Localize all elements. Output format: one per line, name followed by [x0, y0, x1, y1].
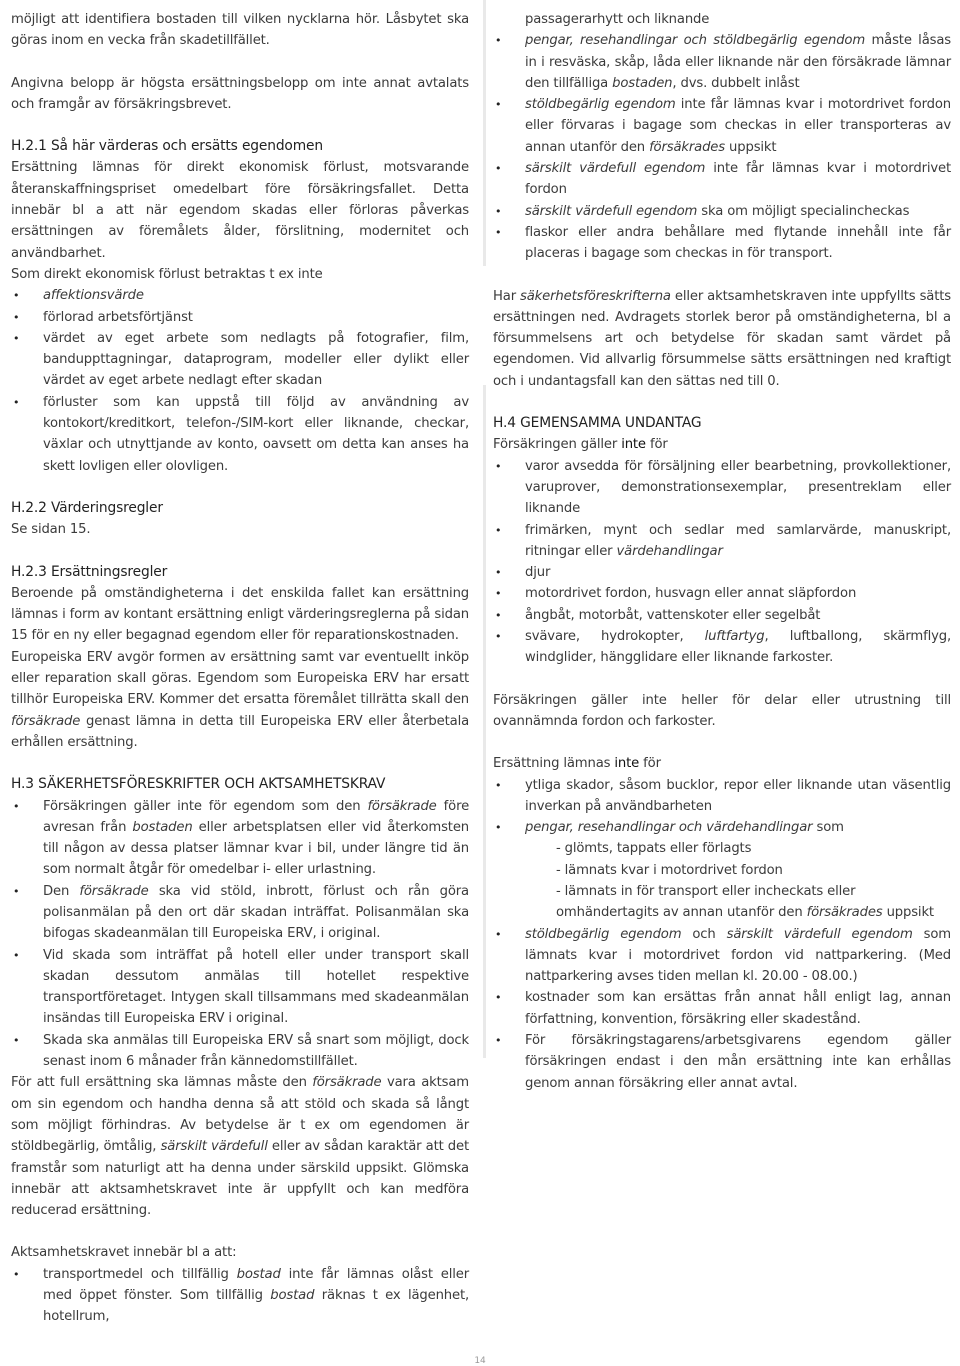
section-heading-h4: H.4 GEMENSAMMA UNDANTAG [493, 415, 702, 432]
left-column [11, 0, 469, 1328]
h23-paragraph-2: Europeiska ERV avgör formen av ersättning samt var eventuellt inköp eller reparation skall göras. Egendom som Europeiska ERV har ersatt tillhör Europeiska ERV. Kommer det ersatta föremålet tillrätta skall den försäkrade genast lämna in detta till Europeiska ERV eller återbetala erhållen ersättning. [11, 649, 470, 750]
list-item: • Den försäkrade ska vid stöld, inbrott, förlust och rån göra polisanmälan på den ort där skadan inträffat. Polisanmälan ska bifogas skadeanmälan till Europeiska ERV, i original. [11, 881, 469, 945]
h4-intro: Försäkringen gäller inte för [493, 437, 668, 453]
list-item: • Försäkringen gäller inte för egendom som den försäkrade före avresan från bostaden eller arbetsplatsen eller vid återkomsten till någon av dessa platser lämnar kvar i bil, under längre tid än som normalt åtgår för omedelbar i- eller urlastning. [11, 796, 469, 881]
intro-paragraph: möjligt att identifiera bostaden till vilken nycklarna hör. Låsbytet ska göras inom en vecka från skadetillfället. [11, 12, 469, 49]
sub-item: - lämnats kvar i motordrivet fordon [556, 862, 783, 878]
list-item: • särskilt värdefull egendom ska om möjligt specialincheckas [493, 201, 951, 222]
list-item: • Vid skada som inträffat på hotell eller under transport skall skadan dessutom anmälas till hotellet respektive transportföretaget. Intygen skall tillsammans med skadeanmälan insändas till Europeiska ERV i original. [11, 945, 469, 1030]
list-item: • särskilt värdefull egendom inte får lämnas kvar i motordrivet fordon [493, 158, 951, 201]
sub-item: - lämnats in för transport eller incheckats eller omhändertagits av annan utanför den försäkrades uppsikt [556, 883, 934, 921]
list-item: • pengar, resehandlingar och värdehandlingar som [493, 817, 951, 838]
section-heading-h22: H.2.2 Värderingsregler [11, 499, 163, 516]
right-column [493, 0, 951, 1094]
h4-paragraph: Försäkringen gäller inte heller för delar eller utrustning till ovannämnda fordon och farkoster. [493, 692, 951, 729]
list-item: • kostnader som kan ersättas från annat håll enligt lag, annan författning, konvention, försäkring eller skadestånd. [493, 987, 951, 1030]
h21-list [11, 285, 469, 477]
h23-paragraph: Beroende på omständigheterna i det enskilda fallet kan ersättning lämnas i form av kontant ersättning enligt värderingsreglerna på sidan 15 för en ny eller begagnad egendom eller för reparationskostnaden. [11, 585, 469, 644]
list-item: • frimärken, mynt och sedlar med samlarvärde, manuskript, ritningar eller värdehandlingar [493, 520, 951, 563]
h4-compensation-list-2 [493, 924, 951, 1094]
h22-text: Se sidan 15. [11, 522, 91, 538]
list-item: • värdet av eget arbete som nedlagts på fotografier, film, banduppttagningar, dataprogram, modeller eller dylikt eller värdet av eget arbete nedlagt efter skadan [11, 328, 469, 392]
list-item: • svävare, hydrokopter, luftfartyg, luftballong, skärmflyg, windglider, hängglidare eller liknande farkoster. [493, 626, 951, 669]
sub-list [493, 838, 951, 923]
h3-paragraph-2: Aktsamhetskravet innebär bl a att: [11, 1245, 237, 1261]
list-item: • flaskor eller andra behållare med flytande innehåll inte får placeras i bagage som checkas in för transport. [493, 222, 951, 265]
column-divider-bottom [483, 385, 486, 1058]
list-item: • stöldbegärlig egendom och särskilt värdefull egendom som lämnats kvar i motordrivet fordon vid nattparkering. (Med nattparkering avses tiden mellan kl. 20.00 - 08.00.) [493, 924, 951, 988]
precautions-list [493, 30, 951, 264]
list-item: • Skada ska anmälas till Europeiska ERV så snart som möjligt, dock senast inom 6 månader från kännedomstillfället. [11, 1030, 469, 1073]
h3-paragraph: För att full ersättning ska lämnas måste den försäkrade vara aktsam om sin egendom och handha denna så att stöld och skada så långt som möjligt förhindras. Av betydelse är t ex om egendomen är stöldbegärlig, ömtålig, särskilt värdefull eller av sådan karaktär att det framstår som naturligt att ha denna under särskild uppsikt. Glömska innebär att aktsamhetskravet inte är uppfyllt och kan medföra reducerad ersättning. [11, 1075, 470, 1219]
list-item: • förluster som kan uppstå till följd av användning av kontokort/kreditkort, telefon-/SIM-kort eller liknande, checkar, växlar och utnyttjande av konto, oavsett om detta kan anses ha skett lovligen eller olovligen. [11, 392, 469, 477]
list-item: • varor avsedda för försäljning eller bearbetning, provkollektioner, varuprover, demonstrationsexemplar, presentreklam eller liknande [493, 456, 951, 520]
list-item: • För försäkringstagarens/arbetsgivarens egendom gäller försäkringen endast i den mån ersättning inte kan erhållas genom annan försäkring eller annat avtal. [493, 1030, 951, 1094]
section-heading-h23: H.2.3 Ersättningsregler [11, 563, 168, 580]
list-item: • ångbåt, motorbåt, vattenskoter eller segelbåt [493, 605, 951, 626]
page-number: 14 [474, 1356, 486, 1366]
h4-exclusions-list [493, 456, 951, 669]
list-item: • motordrivet fordon, husvagn eller annat släpfordon [493, 583, 951, 604]
list-item: • pengar, resehandlingar och stöldbegärlig egendom måste låsas in i resväska, skåp, låda eller liknande när den försäkrade lämnar den tillfälliga bostaden, dvs. dubbelt inlåst [493, 30, 951, 94]
section-heading-h3: H.3 SÄKERHETSFÖRESKRIFTER OCH AKTSAMHETSKRAV [11, 776, 386, 793]
h4-compensation-intro: Ersättning lämnas inte för [493, 756, 661, 772]
h4-compensation-list [493, 775, 951, 839]
list-item: • stöldbegärlig egendom inte får lämnas kvar i motordrivet fordon eller förvaras i bagage som checkas in eller transporteras av annan utanför den försäkrades uppsikt [493, 94, 951, 158]
list-item: • djur [493, 562, 951, 583]
sub-item: - glömts, tappats eller förlagts [556, 841, 752, 857]
intro-paragraph-2: Angivna belopp är högsta ersättningsbelopp om inte annat avtalats och framgår av försäkringsbrevet. [11, 75, 469, 112]
h21-paragraph: Ersättning lämnas för direkt ekonomisk förlust, motsvarande återanskaffningspriset omedelbart före försäkringsfallet. Detta innebär bl a att när egendom skadas eller förloras påverkas ersättningen av föremålets ålder, förslitning, modernitet och användbarhet. [11, 160, 469, 261]
h3-list [11, 796, 469, 1073]
section-heading-h21: H.2.1 Så här värderas och ersätts egendomen [11, 138, 323, 155]
list-item: • ytliga skador, såsom bucklor, repor eller liknande utan väsentlig inverkan på användbarheten [493, 775, 951, 818]
continued-line: passagerarhytt och liknande [525, 12, 710, 27]
h3-list-2 [11, 1264, 469, 1328]
list-item: • transportmedel och tillfällig bostad inte får lämnas olåst eller med öppet fönster. Som tillfällig bostad räknas t ex lägenhet, hotellrum, [11, 1264, 469, 1328]
list-item: • förlorad arbetsförtjänst [11, 307, 469, 328]
list-item: • affektionsvärde [11, 285, 469, 306]
reduction-paragraph: Har säkerhetsföreskrifterna eller aktsamhetskraven inte uppfyllts sätts ersättningen ned. Avdragets storlek beror på omständigheterna, bl a försummelsens art och betydelse för skadan samt värdet på egendomen. Vid allvarlig försummelse sätts ersättningen ned kraftigt och i undantagsfall kan den sättas ned till 0. [493, 288, 951, 389]
h21-paragraph-2: Som direkt ekonomisk förlust betraktas t ex inte [11, 266, 323, 282]
column-divider-top [483, 0, 486, 266]
